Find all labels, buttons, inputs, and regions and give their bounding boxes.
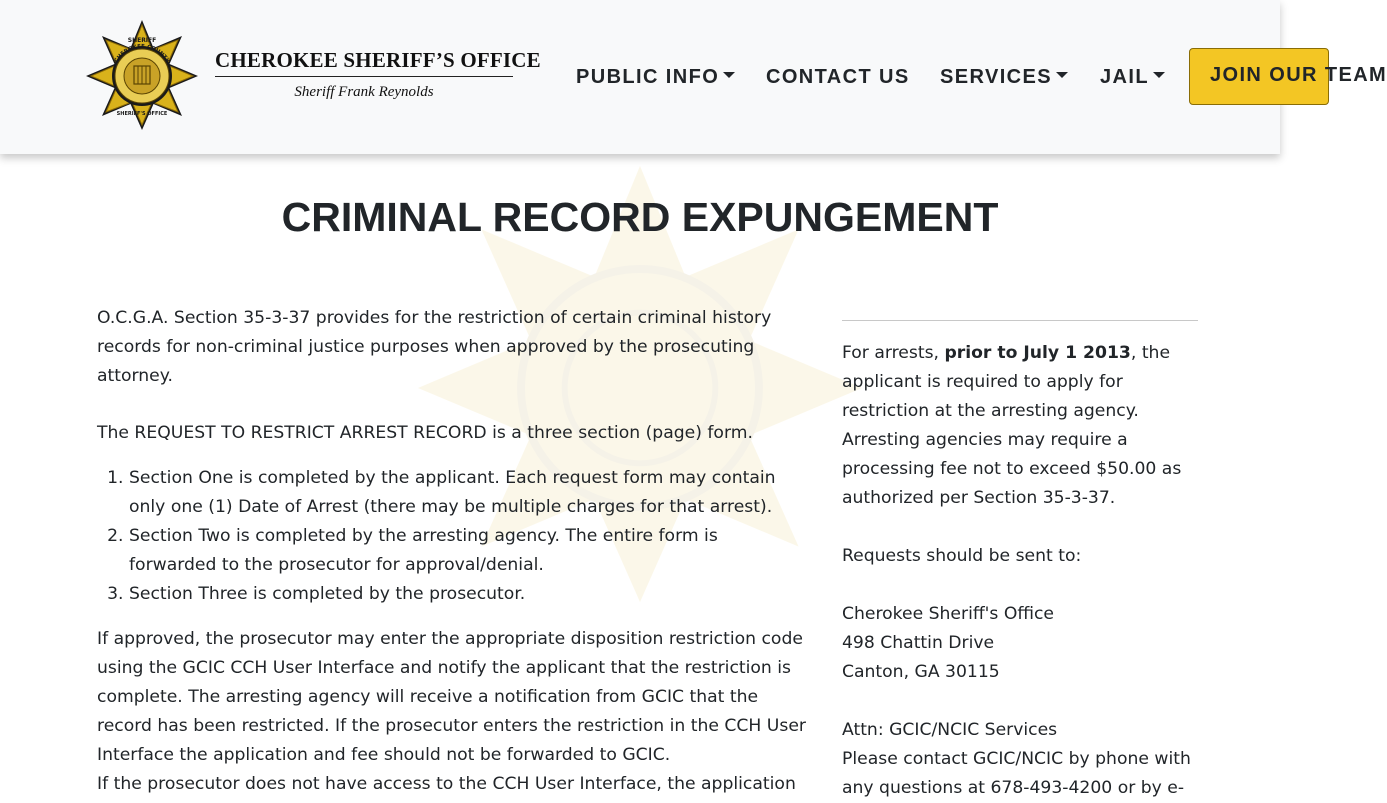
step-item: 2. Section Two is completed by the arresting agency. The entire form is forwarded to the prosecutor for approval/denial. [129, 522, 809, 580]
brand-subtitle: Sheriff Frank Reynolds [294, 84, 434, 100]
steps-list [97, 464, 809, 609]
brand-title: CHEROKEE SHERIFF’S OFFICE [215, 48, 541, 72]
nav-contact-us-label: CONTACT US [766, 66, 910, 88]
nav-jail[interactable] [1100, 64, 1165, 90]
svg-text:SHERIFF'S OFFICE: SHERIFF'S OFFICE [116, 111, 168, 117]
svg-text:CHEROKEE COUNTY: CHEROKEE COUNTY [113, 43, 171, 64]
main-content [0, 154, 1280, 800]
arrests-date-highlight: prior to July 1 2013 [944, 343, 1131, 363]
arrests-paragraph [842, 339, 1198, 513]
join-our-team-button[interactable]: JOIN OUR TEAM [1189, 48, 1329, 105]
sheriff-badge-logo[interactable] [84, 18, 200, 132]
nav-services[interactable] [940, 64, 1068, 90]
brand[interactable] [215, 48, 541, 101]
caret-down-icon [1056, 72, 1068, 78]
requests-label: Requests should be sent to: [842, 546, 1082, 566]
svg-text:SHERIFF: SHERIFF [127, 37, 157, 44]
left-column [97, 304, 809, 799]
step-item: 3. Section Three is completed by the prosecutor. [129, 580, 809, 609]
no-access-paragraph: If the prosecutor does not have access to the CCH User Interface, the application [97, 774, 796, 794]
nav-services-label: SERVICES [940, 66, 1052, 88]
attn-line: Attn: GCIC/NCIC Services [842, 720, 1058, 740]
contact-paragraph: Please contact GCIC/NCIC by phone with any questions at 678-493-4200 or by e- [842, 749, 1191, 798]
address-name: Cherokee Sheriff's Office [842, 604, 1054, 624]
nav-jail-label: JAIL [1100, 66, 1149, 88]
page-title: CRIMINAL RECORD EXPUNGEMENT [281, 194, 999, 240]
approved-paragraph: If approved, the prosecutor may enter the appropriate disposition restriction code using the GCIC CCH User Interface and notify the applicant that the restriction is complete. The arresting agency will receive a notification from GCIC that the record has been restricted. If the prosecutor enters the restriction in the CCH User Interface the application and fee should not be forwarded to GCIC. [97, 629, 806, 765]
right-column [842, 320, 1198, 803]
caret-down-icon [1153, 72, 1165, 78]
form-description: The REQUEST TO RESTRICT ARREST RECORD is a three section (page) form. [97, 423, 753, 443]
arrests-prefix: For arrests, [842, 343, 945, 363]
intro-paragraph: O.C.G.A. Section 35-3-37 provides for the restriction of certain criminal history records for non-criminal justice purposes when approved by the prosecuting attorney. [97, 308, 772, 386]
nav-public-info-label: PUBLIC INFO [576, 66, 720, 88]
caret-down-icon [723, 72, 735, 78]
step-item: 1. Section One is completed by the applicant. Each request form may contain only one (1) Date of Arrest (there may be multiple charges for that arrest). [129, 464, 809, 522]
nav-public-info[interactable] [576, 64, 735, 90]
site-header [0, 0, 1387, 154]
brand-divider [215, 76, 513, 77]
address-street: 498 Chattin Drive [842, 633, 995, 653]
address-city: Canton, GA 30115 [842, 662, 1000, 682]
arrests-suffix: , the applicant is required to apply for restriction at the arresting agency. Arresting agencies may require a processing fee not to exceed $50.00 as authorized per Section 35-3-37. [842, 343, 1182, 508]
nav-contact-us[interactable] [766, 64, 910, 90]
